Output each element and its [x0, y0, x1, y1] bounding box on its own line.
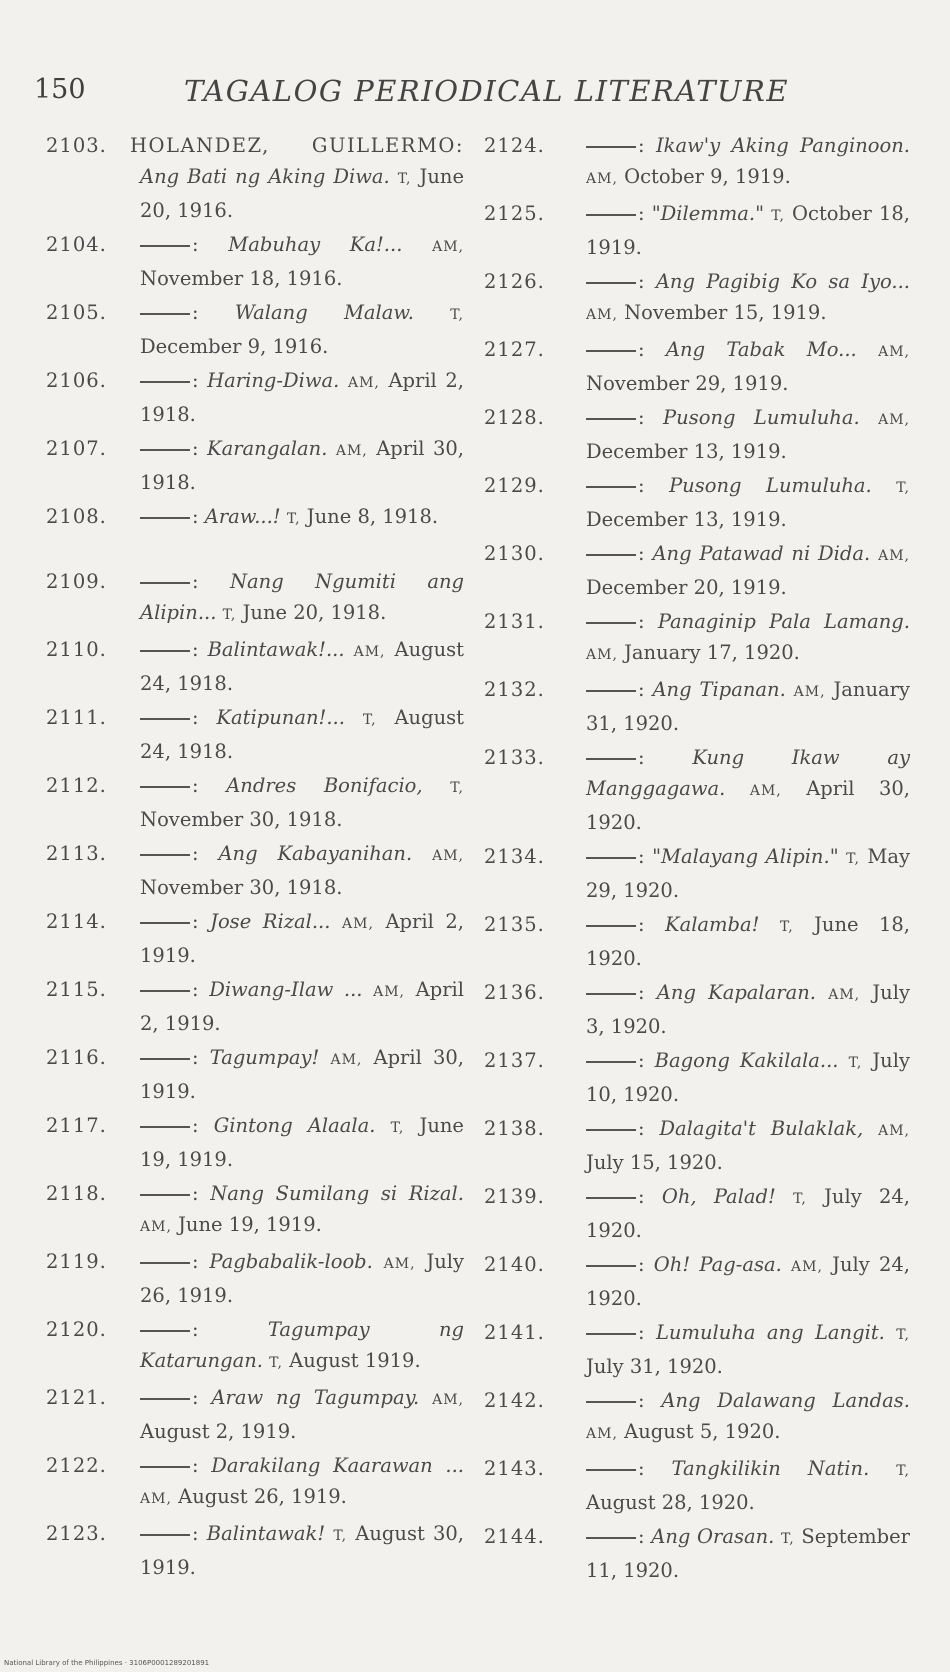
- bibliography-entry: 2126. : Ang Pagibig Ko sa Iyo... AM, November 15, 1919.: [484, 266, 910, 331]
- page-number: 150: [34, 74, 86, 105]
- entry-title: Tangkilikin Natin.: [671, 1457, 870, 1480]
- entry-date: November 30, 1918.: [140, 876, 343, 899]
- entry-date: June 8, 1918.: [306, 505, 439, 528]
- entry-title: Ang Bati ng Aking Diwa.: [140, 165, 390, 188]
- entry-title: Araw ng Tagumpay.: [211, 1386, 420, 1409]
- ditto-dash: [140, 1262, 190, 1264]
- entry-date: December 13, 1919.: [586, 440, 787, 463]
- entry-title: Pusong Lumuluha.: [663, 406, 860, 429]
- ditto-dash: [140, 1194, 190, 1196]
- periodical-code: T,: [269, 1355, 283, 1371]
- bibliography-entry: 2125. : "Dilemma." T, October 18, 1919.: [484, 198, 910, 263]
- bibliography-entry: 2114. : Jose Rizal... AM, April 2, 1919.: [46, 906, 464, 971]
- entry-date: December 9, 1916.: [140, 335, 329, 358]
- right-column: [484, 130, 910, 1589]
- bibliography-entry: 2113. : Ang Kabayanihan. AM, November 30, 1918.: [46, 838, 464, 903]
- bibliography-entry: 2112. : Andres Bonifacio, T, November 30, 1918.: [46, 770, 464, 835]
- ditto-dash: [140, 517, 190, 519]
- periodical-code: T,: [848, 1055, 863, 1071]
- entry-date: August 1919.: [289, 1349, 421, 1372]
- entry-date: November 30, 1918.: [140, 808, 343, 831]
- entry-title: Ang Patawad ni Dida.: [652, 542, 871, 565]
- entry-date: July 15, 1920.: [586, 1151, 723, 1174]
- entry-title: Balintawak!...: [207, 638, 345, 661]
- ditto-dash: [140, 1398, 190, 1400]
- periodical-code: AM,: [878, 1123, 910, 1139]
- bibliography-entry: 2133. : Kung Ikaw ay Manggagawa. AM, April 30, 1920.: [484, 742, 910, 838]
- bibliography-entry: 2105. : Walang Malaw. T, December 9, 1916.: [46, 297, 464, 362]
- entry-number: 2138.: [484, 1117, 545, 1140]
- entry-title: Ang Orasan.: [651, 1525, 775, 1548]
- periodical-code: T,: [222, 607, 237, 623]
- periodical-code: AM,: [140, 1219, 172, 1235]
- entry-date: December 13, 1919.: [586, 508, 787, 531]
- ditto-dash: [586, 418, 636, 420]
- bibliography-entry: 2120. : Tagumpay ng Katarungan. T, August 1919.: [46, 1314, 464, 1379]
- ditto-dash: [586, 1469, 636, 1471]
- entry-date: April 2, 1919.: [140, 978, 465, 1035]
- periodical-code: T,: [793, 1191, 807, 1207]
- periodical-code: AM,: [586, 171, 618, 187]
- entry-number: 2142.: [484, 1389, 545, 1412]
- bibliography-entry: 2136. : Ang Kapalaran. AM, July 3, 1920.: [484, 977, 910, 1042]
- entry-number: 2133.: [484, 746, 545, 769]
- entry-title: Walang Malaw.: [234, 301, 414, 324]
- periodical-code: T,: [846, 851, 860, 867]
- entry-title: "Dilemma.": [651, 202, 765, 225]
- ditto-dash: [586, 857, 636, 859]
- entry-number: 2115.: [46, 978, 107, 1001]
- entry-number: 2117.: [46, 1114, 107, 1137]
- entry-number: 2110.: [46, 638, 107, 661]
- ditto-dash: [140, 449, 190, 451]
- bibliography-entry: 2106. : Haring-Diwa. AM, April 2, 1918.: [46, 365, 464, 430]
- ditto-dash: [140, 1534, 190, 1536]
- entry-date: November 15, 1919.: [624, 301, 827, 324]
- ditto-dash: [140, 582, 190, 584]
- bibliography-entry: 2131. : Panaginip Pala Lamang. AM, January 17, 1920.: [484, 606, 910, 671]
- entry-date: December 20, 1919.: [586, 576, 787, 599]
- ditto-dash: [140, 1330, 190, 1332]
- ditto-dash: [140, 1126, 190, 1128]
- entry-date: November 18, 1916.: [140, 267, 343, 290]
- entry-title: Andres Bonifacio,: [226, 774, 423, 797]
- entry-title: Gintong Alaala.: [213, 1114, 376, 1137]
- entry-number: 2136.: [484, 981, 545, 1004]
- entry-number: 2140.: [484, 1253, 545, 1276]
- bibliography-entry: 2116. : Tagumpay! AM, April 30, 1919.: [46, 1042, 464, 1107]
- ditto-dash: [586, 486, 636, 488]
- bibliography-entry: 2107. : Karangalan. AM, April 30, 1918.: [46, 433, 464, 498]
- periodical-code: AM,: [432, 239, 464, 255]
- entry-number: 2124.: [484, 134, 545, 157]
- periodical-code: T,: [450, 307, 464, 323]
- entry-date: July 3, 1920.: [586, 981, 910, 1038]
- entry-title: Ikaw'y Aking Panginoon.: [655, 134, 910, 157]
- ditto-dash: [586, 214, 636, 216]
- entry-date: April 2, 1919.: [140, 910, 464, 967]
- ditto-dash: [586, 1129, 636, 1131]
- ditto-dash: [140, 718, 190, 720]
- entry-date: January 17, 1920.: [624, 641, 800, 664]
- ditto-dash: [140, 786, 190, 788]
- ditto-dash: [586, 925, 636, 927]
- entry-number: 2130.: [484, 542, 545, 565]
- entry-title: Nang Ngumiti ang Alipin...: [140, 570, 464, 624]
- entry-number: 2116.: [46, 1046, 107, 1069]
- periodical-code: T,: [781, 1531, 795, 1547]
- bibliography-entry: 2110. : Balintawak!... AM, August 24, 1918.: [46, 634, 464, 699]
- entry-number: 2131.: [484, 610, 545, 633]
- entry-date: June 20, 1916.: [140, 165, 465, 222]
- bibliography-entry: 2124. : Ikaw'y Aking Panginoon. AM, October 9, 1919.: [484, 130, 910, 195]
- entry-number: 2125.: [484, 202, 545, 225]
- periodical-code: AM,: [878, 412, 910, 428]
- entry-number: 2112.: [46, 774, 107, 797]
- bibliography-entry: 2142. : Ang Dalawang Landas. AM, August 5, 1920.: [484, 1385, 910, 1450]
- periodical-code: AM,: [586, 1426, 618, 1442]
- periodical-code: AM,: [586, 307, 618, 323]
- entry-title: Tagumpay ng Katarungan.: [140, 1318, 464, 1372]
- entry-title: Haring-Diwa.: [207, 369, 340, 392]
- entry-title: Ang Tipanan.: [652, 678, 786, 701]
- entry-date: June 18, 1920.: [586, 913, 910, 970]
- entry-number: 2139.: [484, 1185, 545, 1208]
- ditto-dash: [140, 381, 190, 383]
- entry-title: Kalamba!: [665, 913, 760, 936]
- ditto-dash: [586, 622, 636, 624]
- entry-date: September 11, 1920.: [586, 1525, 910, 1582]
- ditto-dash: [140, 854, 190, 856]
- entry-date: July 24, 1920.: [586, 1253, 910, 1310]
- bibliography-entry: 2118. : Nang Sumilang si Rizal. AM, June 19, 1919.: [46, 1178, 464, 1243]
- periodical-code: AM,: [330, 1052, 363, 1068]
- periodical-code: T,: [390, 1120, 405, 1136]
- entry-title: "Malayang Alipin.": [652, 845, 839, 868]
- periodical-code: AM,: [878, 548, 910, 564]
- entry-number: 2127.: [484, 338, 545, 361]
- periodical-code: T,: [333, 1528, 348, 1544]
- entry-title: Kung Ikaw ay Manggagawa.: [586, 746, 910, 800]
- entry-number: 2113.: [46, 842, 107, 865]
- entry-title: Karangalan.: [207, 437, 328, 460]
- entry-number: 2111.: [46, 706, 107, 729]
- bibliography-entry: 2129. : Pusong Lumuluha. T, December 13, 1919.: [484, 470, 910, 535]
- entry-title: Tagumpay!: [209, 1046, 320, 1069]
- entry-date: August 28, 1920.: [586, 1491, 755, 1514]
- entry-date: April 2, 1918.: [140, 369, 464, 426]
- periodical-code: T,: [397, 171, 412, 187]
- page-header: [34, 74, 914, 114]
- entry-date: October 9, 1919.: [624, 165, 791, 188]
- entry-number: 2106.: [46, 369, 107, 392]
- periodical-code: T,: [896, 1327, 910, 1343]
- entry-date: July 10, 1920.: [586, 1049, 910, 1106]
- periodical-code: AM,: [347, 375, 380, 391]
- entry-title: Mabuhay Ka!...: [228, 233, 403, 256]
- periodical-code: T,: [450, 780, 465, 796]
- ditto-dash: [586, 146, 636, 148]
- footer-credit: National Library of the Philippines · 3106P0001289201891: [4, 1659, 210, 1667]
- entry-date: August 30, 1919.: [140, 1522, 464, 1579]
- entry-date: June 19, 1919.: [178, 1213, 322, 1236]
- running-title: TAGALOG PERIODICAL LITERATURE: [184, 74, 789, 108]
- periodical-code: T,: [286, 511, 301, 527]
- periodical-code: AM,: [791, 1259, 823, 1275]
- left-column: [46, 130, 464, 1586]
- entry-title: Oh, Palad!: [661, 1185, 776, 1208]
- bibliography-entry: 2144. : Ang Orasan. T, September 11, 1920.: [484, 1521, 910, 1586]
- periodical-code: AM,: [342, 916, 374, 932]
- entry-title: Ang Kabayanihan.: [218, 842, 413, 865]
- entry-number: 2141.: [484, 1321, 545, 1344]
- ditto-dash: [586, 282, 636, 284]
- entry-date: August 24, 1918.: [140, 638, 465, 695]
- entry-date: June 19, 1919.: [140, 1114, 464, 1171]
- entry-date: April 30, 1918.: [140, 437, 464, 494]
- entry-title: Katipunan!...: [216, 706, 345, 729]
- entry-number: 2103.: [46, 134, 107, 157]
- ditto-dash: [586, 993, 636, 995]
- bibliography-entry: 2139. : Oh, Palad! T, July 24, 1920.: [484, 1181, 910, 1246]
- ditto-dash: [586, 1333, 636, 1335]
- entry-number: 2114.: [46, 910, 107, 933]
- bibliography-entry: 2140. : Oh! Pag-asa. AM, July 24, 1920.: [484, 1249, 910, 1314]
- entry-title: Oh! Pag-asa.: [653, 1253, 782, 1276]
- entry-date: April 30, 1919.: [140, 1046, 464, 1103]
- bibliography-entry: 2134. : "Malayang Alipin." T, May 29, 1920.: [484, 841, 910, 906]
- entry-title: Ang Kapalaran.: [656, 981, 817, 1004]
- entry-number: 2118.: [46, 1182, 107, 1205]
- periodical-code: AM,: [828, 987, 861, 1003]
- entry-number: 2121.: [46, 1386, 107, 1409]
- periodical-code: AM,: [140, 1491, 172, 1507]
- ditto-dash: [140, 990, 190, 992]
- ditto-dash: [586, 1401, 636, 1403]
- periodical-code: AM,: [749, 783, 782, 799]
- entry-number: 2134.: [484, 845, 545, 868]
- entry-number: 2144.: [484, 1525, 545, 1548]
- entry-date: June 20, 1918.: [242, 601, 387, 624]
- periodical-code: T,: [362, 712, 377, 728]
- entry-number: 2126.: [484, 270, 545, 293]
- ditto-dash: [140, 1466, 190, 1468]
- bibliography-entry: 2123. : Balintawak! T, August 30, 1919.: [46, 1518, 464, 1583]
- ditto-dash: [586, 758, 636, 760]
- entry-title: Ang Dalawang Landas.: [661, 1389, 910, 1412]
- ditto-dash: [586, 350, 636, 352]
- periodical-code: AM,: [373, 984, 406, 1000]
- entry-number: 2135.: [484, 913, 545, 936]
- entry-number: 2137.: [484, 1049, 545, 1072]
- periodical-code: AM,: [432, 1392, 464, 1408]
- bibliography-entry: 2122. : Darakilang Kaarawan ... AM, August 26, 1919.: [46, 1450, 464, 1515]
- bibliography-entry: [46, 130, 464, 226]
- bibliography-entry: 2104. : Mabuhay Ka!... AM, November 18, 1916.: [46, 229, 464, 294]
- entry-date: August 2, 1919.: [140, 1420, 297, 1443]
- ditto-dash: [140, 650, 190, 652]
- entry-number: 2120.: [46, 1318, 107, 1341]
- ditto-dash: [586, 1061, 636, 1063]
- periodical-code: AM,: [383, 1256, 416, 1272]
- entry-title: Bagong Kakilala...: [654, 1049, 839, 1072]
- periodical-code: AM,: [586, 647, 618, 663]
- entry-date: May 29, 1920.: [586, 845, 911, 902]
- bibliography-entry: 2117. : Gintong Alaala. T, June 19, 1919.: [46, 1110, 464, 1175]
- bibliography-entry: 2130. : Ang Patawad ni Dida. AM, December 20, 1919.: [484, 538, 910, 603]
- entry-date: July 26, 1919.: [140, 1250, 465, 1307]
- periodical-code: AM,: [793, 684, 826, 700]
- ditto-dash: [586, 1197, 636, 1199]
- entry-title: Pusong Lumuluha.: [669, 474, 872, 497]
- entry-number: 2132.: [484, 678, 545, 701]
- bibliography-entry: 2138. : Dalagita't Bulaklak, AM, July 15, 1920.: [484, 1113, 910, 1178]
- entry-number: 2105.: [46, 301, 107, 324]
- entry-number: 2143.: [484, 1457, 545, 1480]
- periodical-code: T,: [896, 1463, 911, 1479]
- entry-date: November 29, 1919.: [586, 372, 789, 395]
- entry-title: Balintawak!: [206, 1522, 326, 1545]
- bibliography-entry: 2115. : Diwang-Ilaw ... AM, April 2, 1919.: [46, 974, 464, 1039]
- ditto-dash: [586, 554, 636, 556]
- bibliography-entry: 2121. : Araw ng Tagumpay. AM, August 2, 1919.: [46, 1382, 464, 1447]
- entry-number: 2128.: [484, 406, 545, 429]
- entry-date: August 5, 1920.: [624, 1420, 781, 1443]
- entry-title: Pagbabalik-loob.: [209, 1250, 373, 1273]
- entry-title: Darakilang Kaarawan ...: [211, 1454, 464, 1477]
- entry-date: August 24, 1918.: [140, 706, 464, 763]
- periodical-code: T,: [771, 208, 785, 224]
- entry-title: Lumuluha ang Langit.: [655, 1321, 885, 1344]
- bibliography-entry: 2128. : Pusong Lumuluha. AM, December 13, 1919.: [484, 402, 910, 467]
- periodical-code: T,: [896, 480, 910, 496]
- entry-number: 2107.: [46, 437, 107, 460]
- author-name: HOLANDEZ, GUILLERMO:: [130, 134, 464, 157]
- entry-date: April 30, 1920.: [586, 777, 911, 834]
- ditto-dash: [140, 245, 190, 247]
- entry-number: 2108.: [46, 505, 107, 528]
- bibliography-entry: 2111. : Katipunan!... T, August 24, 1918.: [46, 702, 464, 767]
- entry-title: Nang Sumilang si Rizal.: [210, 1182, 464, 1205]
- entry-number: 2109.: [46, 570, 107, 593]
- entry-number: 2119.: [46, 1250, 107, 1273]
- entry-number: 2123.: [46, 1522, 107, 1545]
- entry-title: Ang Pagibig Ko sa Iyo...: [655, 270, 910, 293]
- ditto-dash: [586, 1265, 636, 1267]
- bibliography-entry: 2119. : Pagbabalik-loob. AM, July 26, 1919.: [46, 1246, 464, 1311]
- entry-number: 2122.: [46, 1454, 107, 1477]
- entry-date: January 31, 1920.: [586, 678, 910, 735]
- bibliography-entry: 2109. : Nang Ngumiti ang Alipin... T, June 20, 1918.: [46, 566, 464, 631]
- ditto-dash: [586, 1537, 636, 1539]
- ditto-dash: [140, 1058, 190, 1060]
- ditto-dash: [140, 922, 190, 924]
- periodical-code: AM,: [878, 344, 910, 360]
- periodical-code: AM,: [432, 848, 464, 864]
- bibliography-entry: 2143. : Tangkilikin Natin. T, August 28, 1920.: [484, 1453, 910, 1518]
- bibliography-entry: 2127. : Ang Tabak Mo... AM, November 29, 1919.: [484, 334, 910, 399]
- bibliography-entry: 2137. : Bagong Kakilala... T, July 10, 1920.: [484, 1045, 910, 1110]
- entry-number: 2104.: [46, 233, 107, 256]
- entry-date: July 31, 1920.: [586, 1355, 723, 1378]
- entry-date: October 18, 1919.: [586, 202, 910, 259]
- entry-title: Panaginip Pala Lamang.: [657, 610, 910, 633]
- entry-title: Jose Rizal...: [210, 910, 331, 933]
- entry-date: August 26, 1919.: [178, 1485, 347, 1508]
- entry-date: July 24, 1920.: [586, 1185, 910, 1242]
- bibliography-entry: 2135. : Kalamba! T, June 18, 1920.: [484, 909, 910, 974]
- ditto-dash: [140, 313, 190, 315]
- periodical-code: T,: [779, 919, 794, 935]
- entry-title: Diwang-Ilaw ...: [209, 978, 363, 1001]
- bibliography-entry: 2141. : Lumuluha ang Langit. T, July 31, 1920.: [484, 1317, 910, 1382]
- bibliography-entry: 2108. : Araw...! T, June 8, 1918.: [46, 501, 464, 563]
- entry-title: Dalagita't Bulaklak,: [659, 1117, 864, 1140]
- entry-title: Ang Tabak Mo...: [665, 338, 857, 361]
- bibliography-entry: 2132. : Ang Tipanan. AM, January 31, 1920.: [484, 674, 910, 739]
- periodical-code: AM,: [353, 644, 386, 660]
- entry-title: Araw...!: [204, 505, 281, 528]
- entry-number: 2129.: [484, 474, 545, 497]
- periodical-code: AM,: [335, 443, 368, 459]
- ditto-dash: [586, 690, 636, 692]
